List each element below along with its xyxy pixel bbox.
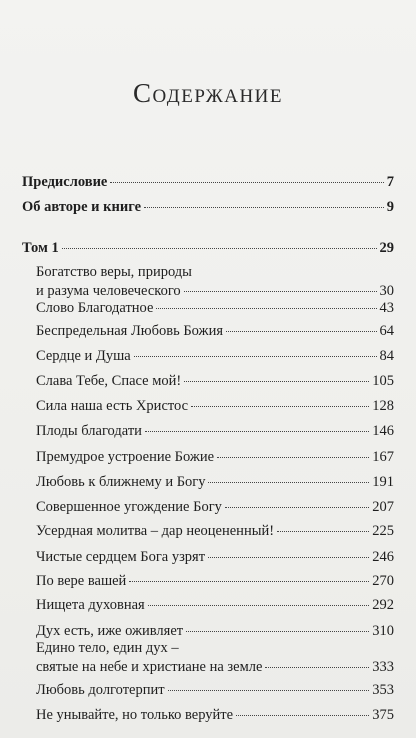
entry-title: Премудрое устроение Божие (36, 449, 215, 465)
entry-page: 333 (372, 659, 394, 675)
leader-dots (236, 715, 369, 716)
entry-page: 167 (372, 449, 394, 465)
toc-entry-chapter[interactable] (36, 549, 394, 566)
toc-entry-title-line (36, 640, 179, 657)
toc-entry-chapter[interactable] (36, 300, 394, 317)
leader-dots (62, 248, 377, 249)
entry-title: Предисловие (22, 174, 108, 190)
toc-entry-volume-1[interactable] (22, 240, 394, 257)
toc-entry-chapter[interactable] (36, 423, 394, 440)
entry-page: 353 (372, 682, 394, 698)
entry-page: 310 (372, 623, 394, 639)
leader-dots (129, 581, 369, 582)
entry-page: 270 (372, 573, 394, 589)
toc-entry-chapter[interactable] (36, 323, 394, 340)
page-title: Содержание (132, 78, 284, 108)
entry-page: 375 (372, 707, 394, 723)
leader-dots (145, 431, 369, 432)
entry-page: 225 (372, 523, 394, 539)
toc-entry-chapter[interactable] (36, 707, 394, 724)
entry-page: 30 (379, 283, 394, 299)
leader-dots (217, 457, 369, 458)
entry-title: Дух есть, иже оживляет (36, 623, 184, 639)
entry-title: Любовь долготерпит (36, 682, 165, 698)
toc-entry-about-author[interactable] (22, 199, 394, 216)
toc-entry-chapter[interactable] (36, 373, 394, 390)
leader-dots (148, 605, 370, 606)
leader-dots (226, 331, 376, 332)
leader-dots (144, 207, 384, 208)
toc-entry-chapter[interactable] (36, 623, 394, 640)
entry-page: 207 (372, 499, 394, 515)
leader-dots (277, 531, 369, 532)
toc-entry-chapter[interactable] (36, 523, 394, 540)
entry-page: 84 (379, 348, 394, 364)
entry-page: 292 (372, 597, 394, 613)
toc-entry-title-line (36, 264, 192, 281)
leader-dots (191, 406, 369, 407)
leader-dots (184, 291, 377, 292)
toc-entry-chapter[interactable] (36, 398, 394, 415)
entry-title-first-line: Богатство веры, природы (36, 264, 192, 280)
entry-page: 43 (379, 300, 394, 316)
entry-title: и разума человеческого (36, 283, 181, 299)
entry-page: 29 (379, 240, 394, 256)
toc-entry-chapter[interactable] (36, 682, 394, 699)
leader-dots (225, 507, 369, 508)
leader-dots (186, 631, 369, 632)
toc-entry-chapter[interactable] (36, 283, 394, 300)
entry-title: Слово Благодатное (36, 300, 154, 316)
entry-title: Не унывайте, но только веруйте (36, 707, 234, 723)
toc-entry-chapter[interactable] (36, 474, 394, 491)
entry-title: Сердце и Душа (36, 348, 131, 364)
entry-page: 246 (372, 549, 394, 565)
entry-page: 7 (386, 174, 394, 190)
toc-entry-chapter[interactable] (36, 659, 394, 676)
entry-title: Том 1 (22, 240, 59, 256)
entry-title: святые на небе и христиане на земле (36, 659, 263, 675)
entry-title: Беспредельная Любовь Божия (36, 323, 224, 339)
entry-page: 146 (372, 423, 394, 439)
leader-dots (208, 482, 369, 483)
entry-title: Об авторе и книге (22, 199, 142, 215)
toc-entry-chapter[interactable] (36, 348, 394, 365)
toc-entry-chapter[interactable] (36, 449, 394, 466)
entry-title: Чистые сердцем Бога узрят (36, 549, 206, 565)
leader-dots (168, 690, 370, 691)
entry-title-first-line: Едино тело, един дух – (36, 640, 179, 656)
leader-dots (208, 557, 369, 558)
entry-page: 9 (386, 199, 394, 215)
leader-dots (184, 381, 369, 382)
entry-title: Усердная молитва – дар неоцененный! (36, 523, 275, 539)
toc-entry-chapter[interactable] (36, 573, 394, 590)
toc-entry-preface[interactable] (22, 174, 394, 191)
entry-title: Слава Тебе, Спасе мой! (36, 373, 182, 389)
entry-title: Плоды благодати (36, 423, 142, 439)
entry-page: 128 (372, 398, 394, 414)
toc-entry-chapter[interactable] (36, 499, 394, 516)
entry-page: 191 (372, 474, 394, 490)
entry-title: Нищета духовная (36, 597, 145, 613)
leader-dots (156, 308, 376, 309)
leader-dots (134, 356, 377, 357)
entry-title: По вере вашей (36, 573, 127, 589)
entry-title: Совершенное угождение Богу (36, 499, 222, 515)
entry-title: Сила наша есть Христос (36, 398, 189, 414)
toc-entry-chapter[interactable] (36, 597, 394, 614)
entry-title: Любовь к ближнему и Богу (36, 474, 206, 490)
entry-page: 105 (372, 373, 394, 389)
leader-dots (265, 667, 369, 668)
leader-dots (110, 182, 383, 183)
entry-page: 64 (379, 323, 394, 339)
